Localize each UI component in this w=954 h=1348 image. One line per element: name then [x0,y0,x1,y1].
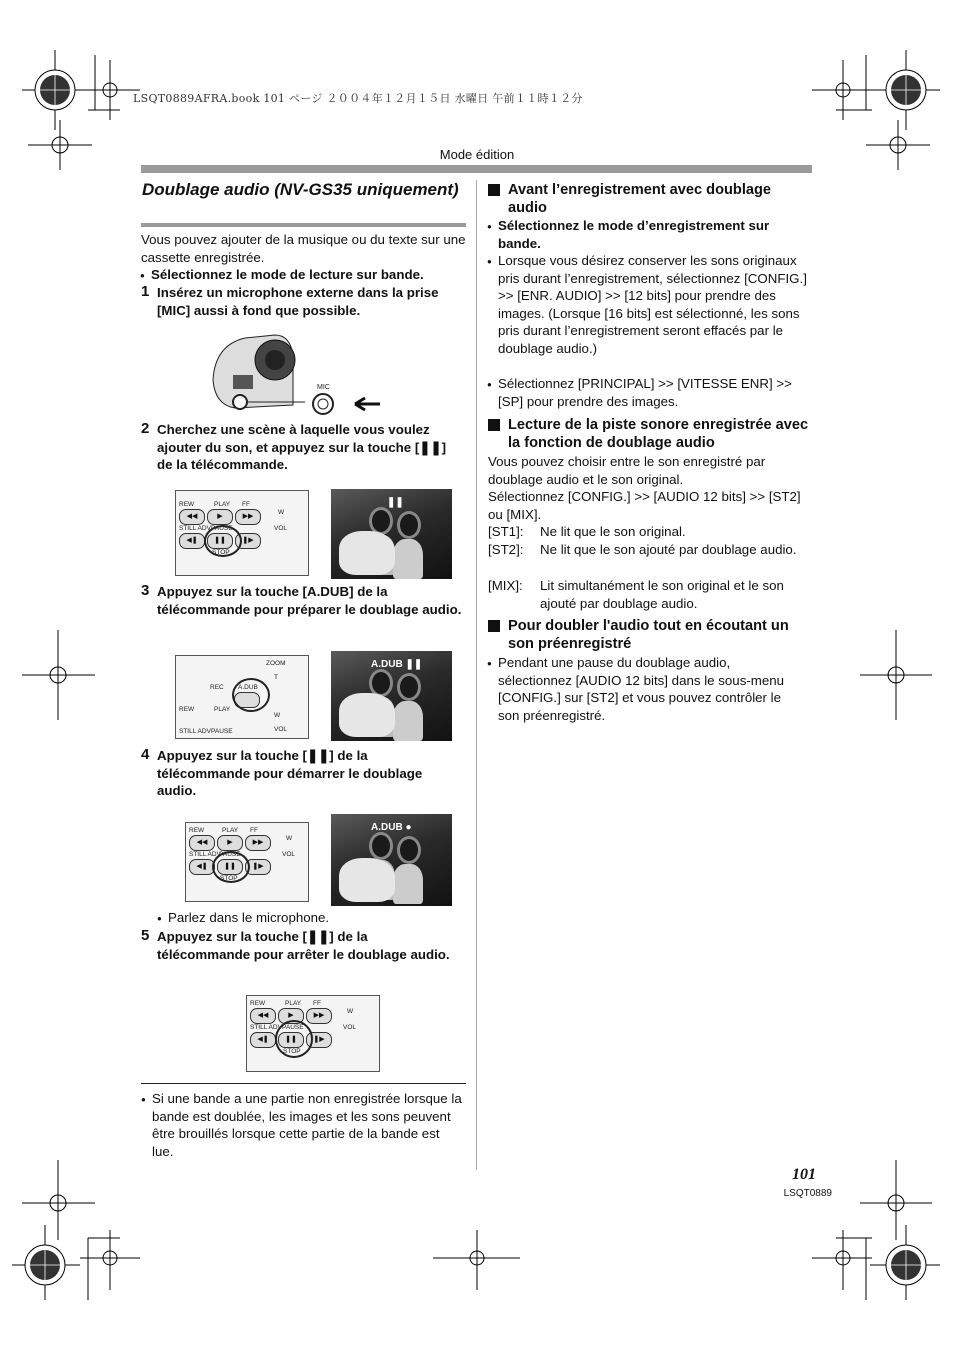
page-number: 101 [792,1166,816,1183]
osd-adub-pause: A.DUB ❚❚ [371,659,423,670]
def-term-st1: [ST1]: [488,524,524,539]
remote-illustration-pause: REW PLAY FF ◀◀ ▶ ▶▶ STILL ADV PAUSE ◀❚ ❚❚ ❚▶ STOP W VOL [175,490,309,576]
remote-illustration-pause-stop: REW PLAY FF ◀◀ ▶ ▶▶ STILL ADV PAUSE ◀❚ ❚❚ ❚▶ STOP W VOL [246,995,380,1072]
sec2-title: Lecture de la piste sonore enregistrée avec la fonction de doublage audio [508,417,809,451]
osd-adub-rec: A.DUB ● [371,822,412,833]
step-2-number: 2 [141,420,150,437]
step-3-number: 3 [141,582,150,599]
step-1-number: 1 [141,283,150,300]
def-desc-st1: Ne lit que le son original. [540,524,686,539]
sec1-bullet-1: ● Sélectionnez le mode d’enregistrement sur bande. [498,217,812,252]
sec1-bullet-2: ● Lorsque vous désirez conserver les sons originaux pris durant l’enregistrement, sélectionnez [CONFIG.] >> [ENR. AUDIO] >> [12 bits] pour prendre des images. (Lorsque [16 bits] est sélectionné, les sons pris durant l’enregistrement seront effacés par le doublage audio.) [498,252,812,357]
section-title: Doublage audio (NV-GS35 uniquement) [142,180,459,199]
camera-mic-illustration [205,330,395,415]
sec1-title: Avant l’enregistrement avec doublage audio [508,182,772,216]
sec3-title: Pour doubler l'audio tout en écoutant un son préenregistré [508,618,789,652]
section-marker [488,419,500,431]
mic-label: MIC [317,384,330,391]
title-rule [141,223,466,227]
sec1-bullet-3: ● Sélectionnez [PRINCIPAL] >> [VITESSE ENR] >> [SP] pour prendre des images. [498,375,812,410]
remote-illustration-pause-start: REW PLAY FF ◀◀ ▶ ▶▶ STILL ADV PAUSE ◀❚ ❚❚ ❚▶ STOP W VOL [185,822,309,902]
highlight-circle [275,1020,313,1058]
remote-illustration-adub: ZOOM REC A.DUB T W VOL REW PLAY STILL ADV PAUSE [175,655,309,739]
step-4-number: 4 [141,746,150,763]
file-info: LSQT0889AFRA.book 101 ページ ２００４年１２月１５日 水曜日 午前１１時１２分 [133,92,583,105]
screen-photo-pause [331,489,452,579]
note-text: ● Si une bande a une partie non enregistrée lorsque la bande est doublée, les images et les sons peuvent être brouillés lorsque cette partie de la bande est lue. [152,1090,464,1160]
page-header: Mode édition [439,147,515,162]
sec3-bullet-1: ● Pendant une pause du doublage audio, sélectionnez [AUDIO 12 bits] dans le sous-menu [CONFIG.] sur [ST2] et vous pouvez contrôler le son préenregistré. [498,654,798,724]
def-term-mix: [MIX]: [488,578,523,593]
step-5-number: 5 [141,927,150,944]
note-rule [141,1083,466,1084]
section-marker [488,184,500,196]
step-2-text: Cherchez une scène à laquelle vous voulez ajouter du son, et appuyez sur la touche [❚❚] de la télécommande. [157,422,446,472]
header-rule [141,165,812,173]
osd-pause: ❚❚ [387,497,404,508]
sec2-para-2: Sélectionnez [CONFIG.] >> [AUDIO 12 bits] >> [ST2] ou [MIX]. [488,489,801,522]
def-term-st2: [ST2]: [488,542,524,557]
column-divider [476,180,477,1170]
step-3-text: Appuyez sur la touche [A.DUB] de la télécommande pour préparer le doublage audio. [157,584,462,617]
bullet-playback-mode: ● Sélectionnez le mode de lecture sur bande. [151,266,466,284]
screen-photo-adub-pause [331,651,452,741]
section-marker [488,620,500,632]
document-code: LSQT0889 [783,1188,832,1199]
highlight-circle [232,678,270,712]
intro-text: Vous pouvez ajouter de la musique ou du texte sur une cassette enregistrée. [141,232,466,265]
highlight-circle [204,525,242,557]
sec2-para-1: Vous pouvez choisir entre le son enregistré par doublage audio et le son original. [488,454,766,487]
bullet-speak: ● Parlez dans le microphone. [168,909,458,927]
step-1-text: Insérez un microphone externe dans la prise [MIC] aussi à fond que possible. [157,285,439,318]
highlight-circle [212,851,250,883]
def-desc-mix: Lit simultanément le son original et le son ajouté par doublage audio. [540,578,784,611]
def-desc-st2: Ne lit que le son ajouté par doublage audio. [540,542,797,557]
screen-photo-adub-rec [331,814,452,906]
step-4-text: Appuyez sur la touche [❚❚] de la télécommande pour démarrer le doublage audio. [157,748,423,798]
step-5-text: Appuyez sur la touche [❚❚] de la télécommande pour arrêter le doublage audio. [157,929,450,962]
